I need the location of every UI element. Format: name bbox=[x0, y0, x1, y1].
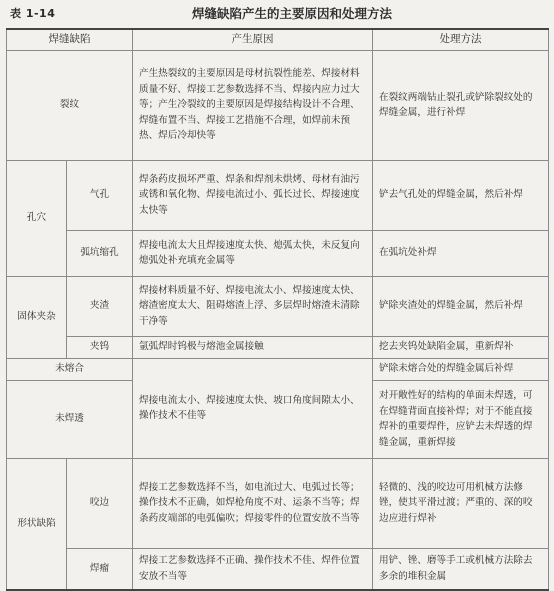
header-cause: 产生原因 bbox=[133, 29, 373, 50]
defect-crack: 裂纹 bbox=[7, 50, 133, 160]
table-row bbox=[7, 336, 549, 358]
defect-lack-fusion: 未熔合 bbox=[7, 358, 133, 380]
defect-lack-penetration: 未焊透 bbox=[7, 380, 133, 458]
method-lack-penetration: 对开敞性好的结构的单面未焊透，可在焊缝背面直接补焊；对于不能直接焊补的重要焊件，应铲去未焊透的焊缝金属，重新焊接 bbox=[373, 380, 549, 458]
cause-overlap: 焊接工艺参数选择不正确、操作技术不佳、焊件位置安放不当等 bbox=[133, 548, 373, 590]
group-porosity: 孔穴 bbox=[7, 160, 67, 276]
defect-slag: 夹渣 bbox=[67, 276, 133, 336]
table-row bbox=[7, 358, 549, 380]
table-row bbox=[7, 50, 549, 160]
cause-crater: 焊接电流太大且焊接速度太快、熄弧太快，未反复向熄弧处补充填充金属等 bbox=[133, 230, 373, 276]
cause-slag: 焊接材料质量不好、焊接电流太小、焊接速度太快、熔渣密度太大、阻碍熔渣上浮、多层焊时熔渣未清除干净等 bbox=[133, 276, 373, 336]
header-method: 处理方法 bbox=[373, 29, 549, 50]
header-defect: 焊缝缺陷 bbox=[7, 29, 133, 50]
method-overlap: 用铲、锉、磨等手工或机械方法除去多余的堆积金属 bbox=[373, 548, 549, 590]
defect-undercut: 咬边 bbox=[67, 458, 133, 548]
method-crack: 在裂纹两端钻止裂孔或铲除裂纹处的焊缝金属，进行补焊 bbox=[373, 50, 549, 160]
table-title: 焊缝缺陷产生的主要原因和处理方法 bbox=[191, 6, 392, 21]
cause-crack: 产生热裂纹的主要原因是母材抗裂性能差、焊接材料质量不好、焊接工艺参数选择不当、焊接内应力过大等；产生冷裂纹的主要原因是焊接结构设计不合理、焊缝布置不当、焊接工艺措施不合理，如焊前未预热、焊后冷却快等 bbox=[133, 50, 373, 160]
method-slag: 铲除夹渣处的焊缝金属，然后补焊 bbox=[373, 276, 549, 336]
group-solid-inclusion: 固体夹杂 bbox=[7, 276, 67, 358]
table-row bbox=[7, 230, 549, 276]
method-stomata: 铲去气孔处的焊缝金属，然后补焊 bbox=[373, 160, 549, 230]
cause-lack-penetration: 焊接电流太小、焊接速度太快、坡口角度间隙太小、操作技术不佳等 bbox=[133, 358, 373, 458]
table-row bbox=[7, 160, 549, 230]
group-shape-defect: 形状缺陷 bbox=[7, 458, 67, 590]
table-row bbox=[7, 276, 549, 336]
method-crater: 在弧坑处补焊 bbox=[373, 230, 549, 276]
defect-table bbox=[6, 28, 549, 591]
cause-tungsten: 氩弧焊时钨极与熔池金属接触 bbox=[133, 336, 373, 358]
table-row bbox=[7, 458, 549, 548]
table-row bbox=[7, 548, 549, 590]
method-tungsten: 挖去夹钨处缺陷金属，重新焊补 bbox=[373, 336, 549, 358]
method-lack-fusion: 铲除未熔合处的焊缝金属后补焊 bbox=[373, 358, 549, 380]
table-caption bbox=[0, 0, 554, 28]
cause-undercut: 焊接工艺参数选择不当，如电流过大、电弧过长等；操作技术不正确，如焊枪角度不对、运条不当等；焊条药皮端部的电弧偏吹；焊接零件的位置安放不当等 bbox=[133, 458, 373, 548]
table-number: 表 1-14 bbox=[10, 7, 56, 20]
defect-stomata: 气孔 bbox=[67, 160, 133, 230]
defect-crater: 弧坑缩孔 bbox=[67, 230, 133, 276]
defect-tungsten: 夹钨 bbox=[67, 336, 133, 358]
method-undercut: 轻微的、浅的咬边可用机械方法修锉，使其平滑过渡；严重的、深的咬边应进行焊补 bbox=[373, 458, 549, 548]
defect-overlap: 焊瘤 bbox=[67, 548, 133, 590]
table-header-row bbox=[7, 29, 549, 50]
cause-stomata: 焊条药皮损坏严重、焊条和焊剂未烘烤、母材有油污或锈和氧化物、焊接电流过小、弧长过长、焊接速度太快等 bbox=[133, 160, 373, 230]
